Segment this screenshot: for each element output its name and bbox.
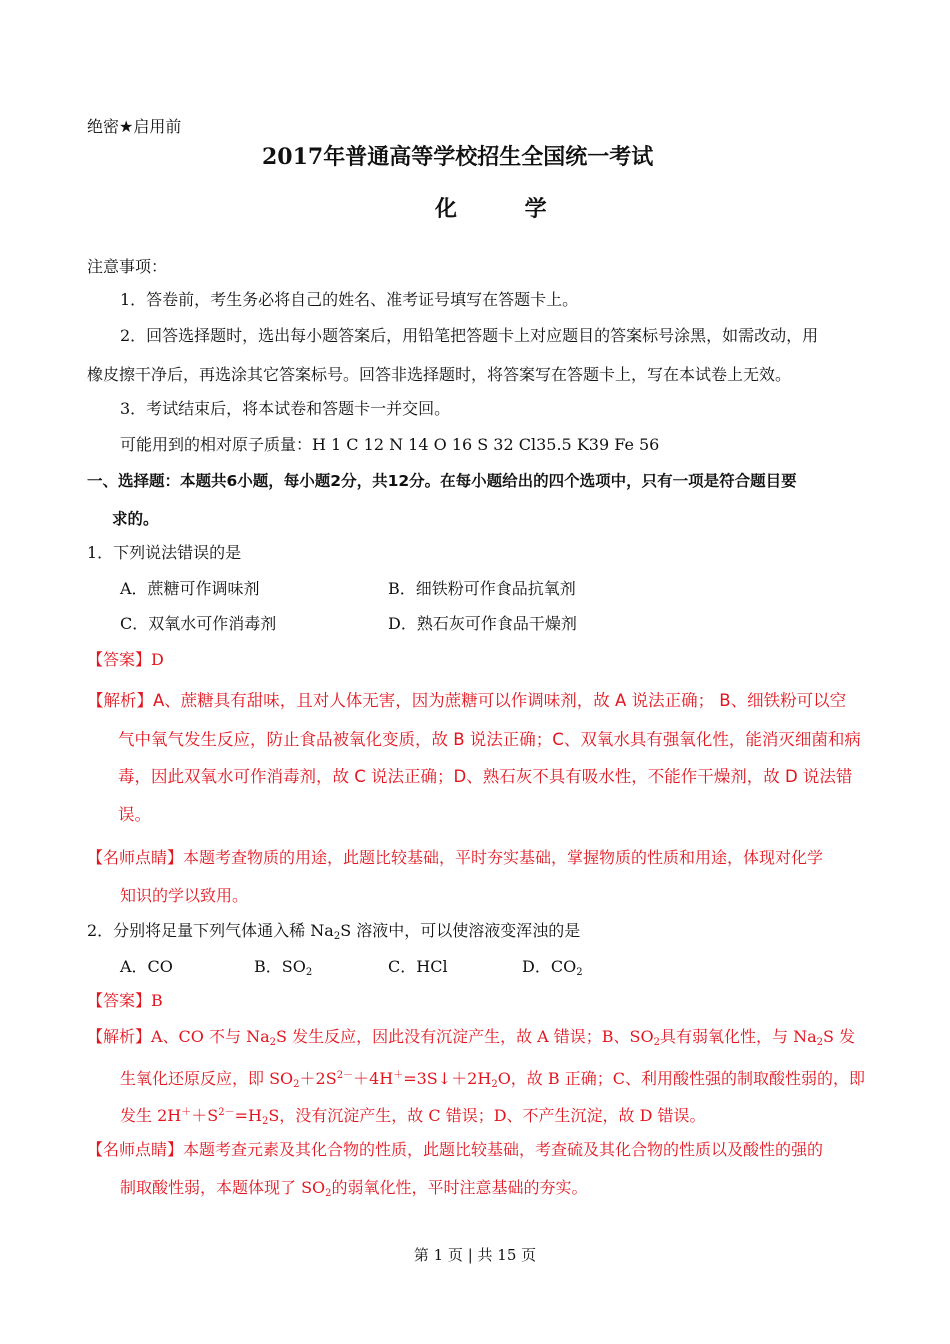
option-d: D．熟石灰可作食品干燥剂 <box>388 614 577 633</box>
text-segment: ＋4H <box>353 1069 394 1088</box>
subscript: 2 <box>816 1037 824 1048</box>
option-a <box>120 957 173 977</box>
note-item: 橡皮擦干净后，再选涂其它答案标号。回答非选择题时，将答案写在答题卡上，写在本试卷上无效。 <box>87 365 792 384</box>
option-d <box>522 957 583 983</box>
note-item: 1．答卷前，考生务必将自己的姓名、准考证号填写在答题卡上。 <box>120 290 579 309</box>
subscript: 2 <box>491 1079 498 1090</box>
subscript: 2 <box>653 1037 661 1048</box>
section-heading: 求的。 <box>112 510 159 528</box>
subscript: 2 <box>261 1116 269 1127</box>
text-segment: 具有弱氧化性，与 Na <box>660 1027 817 1046</box>
option-c: C．双氧水可作消毒剂 <box>120 614 277 633</box>
analysis-line <box>120 1103 706 1132</box>
analysis-line <box>87 1027 855 1053</box>
answer: 【答案】D <box>87 650 164 669</box>
option-c <box>388 957 448 977</box>
note-item: 3．考试结束后，将本试卷和答题卡一并交回。 <box>120 399 451 418</box>
note-item: 2．回答选择题时，选出每小题答案后，用铅笔把答题卡上对应题目的答案标号涂黑，如需改动，用 <box>120 326 819 345</box>
text-segment: S 溶液中，可以使溶液变浑浊的是 <box>340 921 581 940</box>
atomic-masses: 可能用到的相对原子质量：H 1 C 12 N 14 O 16 S 32 Cl35.5 K39 Fe 56 <box>120 435 660 454</box>
text-segment: 2．分别将足量下列气体通入稀 Na <box>87 921 334 940</box>
superscript: ＋ <box>181 1107 192 1118</box>
text-segment: 发生 2H <box>120 1106 182 1125</box>
text-segment: =3S↓＋2H <box>403 1069 492 1088</box>
teacher-tip: 【名师点睛】本题考查物质的用途，此题比较基础，平时夯实基础，掌握物质的性质和用途，体现对化学 <box>87 848 824 867</box>
teacher-tip: 知识的学以致用。 <box>120 886 249 905</box>
text-segment: B．SO <box>254 957 306 976</box>
notes-heading: 注意事项： <box>87 257 168 276</box>
option-b <box>254 957 312 983</box>
subject-title: 化 学 <box>435 196 577 222</box>
text-segment: 【名师点睛】本题考查元素及其化合物的性质，此题比较基础，考查硫及其化合物的性质以及酸性的强的 <box>87 1140 824 1159</box>
text-segment: A．CO <box>120 957 173 976</box>
subscript: 2 <box>325 1188 332 1199</box>
question-1-stem: 1．下列说法错误的是 <box>87 543 242 562</box>
text-segment: S 发 <box>823 1027 856 1046</box>
subscript: 2 <box>305 967 313 978</box>
confidential-label: 绝密★启用前 <box>87 117 182 136</box>
text-segment: 生氧化还原反应，即 SO <box>120 1069 294 1088</box>
superscript: 2－ <box>218 1107 235 1118</box>
analysis-line: 气中氧气发生反应，防止食品被氧化变质，故 B 说法正确；C、双氧水具有强氧化性，能消灭细菌和病 <box>118 730 861 749</box>
analysis-line: 误。 <box>118 805 151 824</box>
section-heading: 一、选择题：本题共6小题，每小题2分，共12分。在每小题给出的四个选项中，只有一项是符合题目要 <box>87 472 797 490</box>
page-footer: 第 1 页 | 共 15 页 <box>413 1246 537 1264</box>
teacher-tip <box>120 1178 588 1204</box>
answer: 【答案】B <box>87 991 163 1010</box>
subscript: 2 <box>293 1079 300 1090</box>
analysis-line: 毒，因此双氧水可作消毒剂，故 C 说法正确；D、熟石灰不具有吸水性，不能作干燥剂，故 D 说法错 <box>118 767 853 786</box>
option-a: A．蔗糖可作调味剂 <box>120 579 260 598</box>
superscript: ＋ <box>393 1070 404 1081</box>
teacher-tip <box>87 1140 823 1160</box>
text-segment: S，没有沉淀产生，故 C 错误；D、不产生沉淀，故 D 错误。 <box>268 1106 706 1125</box>
text-segment: ＋2S <box>299 1069 337 1088</box>
analysis-line: 【解析】A、蔗糖具有甜味，且对人体无害，因为蔗糖可以作调味剂，故 A 说法正确； B、细铁粉可以空 <box>87 691 847 710</box>
option-b: B．细铁粉可作食品抗氧剂 <box>388 579 576 598</box>
text-segment: =H <box>234 1106 262 1125</box>
exam-title: 2017年普通高等学校招生全国统一考试 <box>262 144 654 170</box>
superscript: 2－ <box>336 1070 354 1081</box>
text-segment: ＋S <box>191 1106 219 1125</box>
text-segment: 制取酸性弱，本题体现了 SO <box>120 1178 326 1197</box>
text-segment: 【解析】A、CO 不与 Na <box>87 1027 270 1046</box>
text-segment: D．CO <box>522 957 577 976</box>
question-2-stem <box>87 921 580 947</box>
text-segment: S 发生反应，因此没有沉淀产生，故 A 错误；B、SO <box>276 1027 654 1046</box>
subscript: 2 <box>333 931 341 942</box>
analysis-line <box>120 1066 865 1095</box>
text-segment: O，故 B 正确；C、利用酸性强的制取酸性弱的，即 <box>497 1069 865 1088</box>
text-segment: C．HCl <box>388 957 448 976</box>
subscript: 2 <box>576 967 583 978</box>
text-segment: 的弱氧化性，平时注意基础的夯实。 <box>331 1178 588 1197</box>
subscript: 2 <box>269 1037 277 1048</box>
